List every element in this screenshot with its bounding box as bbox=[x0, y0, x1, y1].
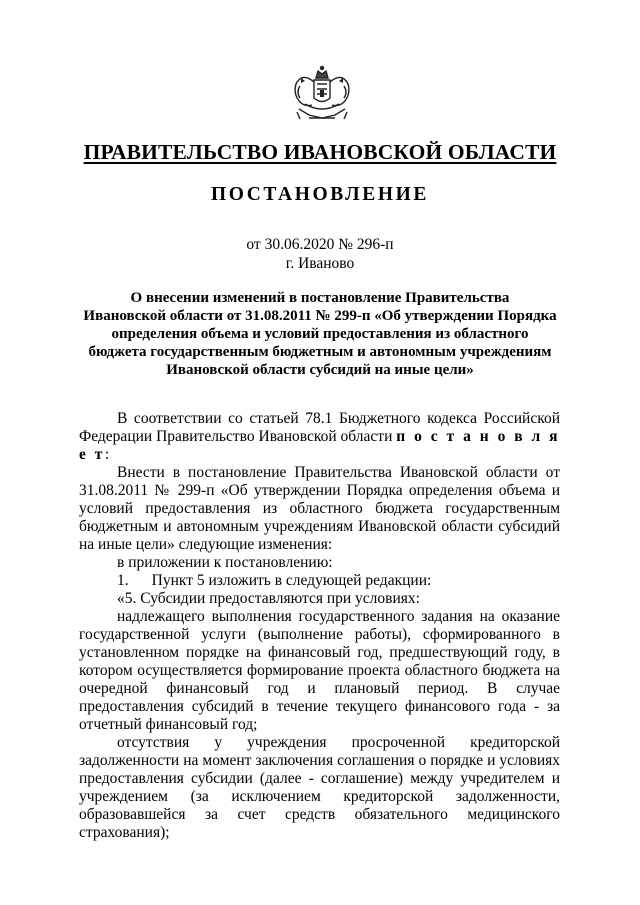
document-type: ПОСТАНОВЛЕНИЕ bbox=[210, 184, 430, 205]
item-number: 1. bbox=[117, 572, 129, 589]
document-title-line: Ивановской области от 31.08.2011 № 299-п «Об утверждении Порядка bbox=[83, 308, 557, 324]
document-title bbox=[60, 289, 580, 379]
paragraph-preamble bbox=[79, 410, 560, 464]
preamble-text: В соответствии со статьей 78.1 Бюджетного кодекса Российской Федерации Правительство Ивановской области bbox=[79, 410, 560, 445]
item-text: Пункт 5 изложить в следующей редакции: bbox=[151, 572, 432, 589]
document-title-line: О внесении изменений в постановление Правительства bbox=[130, 290, 510, 306]
paragraph-amend: Внести в постановление Правительства Ивановской области от 31.08.2011 № 299-п «Об утверждении Порядка определения объема и условий предоставления из областного бюджета государственным бюджетным и автономным учреждениям Ивановской области субсидий на иные цели» следующие изменения: bbox=[79, 464, 560, 553]
paragraph-condition-2: отсутствия у учреждения просроченной кредиторской задолженности на момент заключения соглашения о порядке и условиях предоставления субсидии (далее - соглашение) между учредителем и учреждением (за исключением кредиторской задолженности, образовавшейся за счет средств обязательного медицинского страхования); bbox=[79, 734, 560, 841]
document-body bbox=[79, 410, 560, 842]
preamble-colon: : bbox=[104, 446, 110, 463]
coat-of-arms-icon bbox=[287, 62, 357, 124]
document-title-line: бюджета государственным бюджетным и автономным учреждениям bbox=[88, 344, 552, 360]
paragraph-condition-1: надлежащего выполнения государственного задания на оказание государственной услуги (выполнение работы), сформированного в установленном порядке на финансовый год, предшествующий году, в котором осуществляется формирование проекта областного бюджета на очередной финансовый год и плановый период. В случае предоставления субсидий в течение текущего финансового года - за отчетный финансовый год; bbox=[79, 608, 560, 733]
document-date-number: от 30.06.2020 № 296-п bbox=[246, 236, 394, 253]
paragraph-appendix: в приложении к постановлению: bbox=[117, 554, 333, 571]
resolves-word: п о с т а н о в л я е т bbox=[79, 428, 560, 463]
document-title-line: определения объема и условий предоставления из областного bbox=[111, 326, 529, 342]
document-title-line: Ивановской области субсидий на иные цели» bbox=[166, 362, 474, 378]
paragraph-conditions-heading: «5. Субсидии предоставляются при условиях: bbox=[117, 590, 420, 607]
document-city: г. Иваново bbox=[285, 255, 355, 272]
paragraph-item-1 bbox=[79, 572, 560, 590]
government-name: ПРАВИТЕЛЬСТВО ИВАНОВСКОЙ ОБЛАСТИ bbox=[83, 140, 557, 164]
